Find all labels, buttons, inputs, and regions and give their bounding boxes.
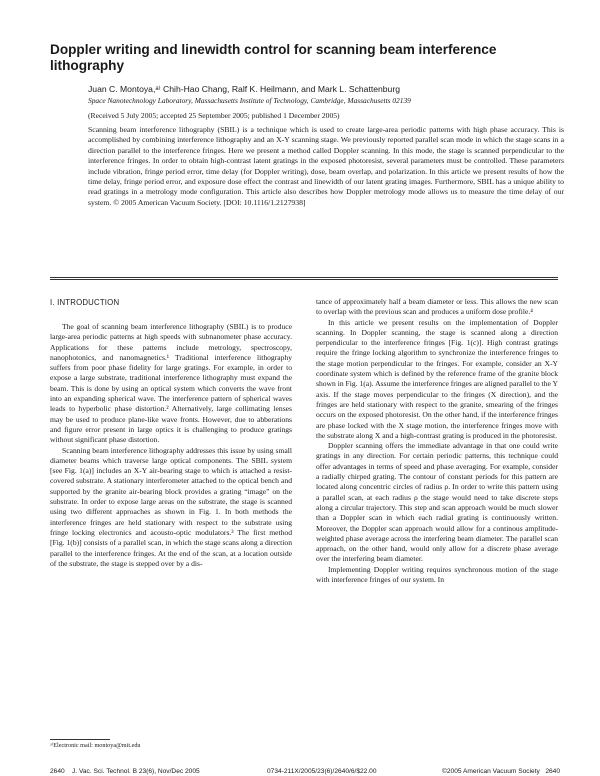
footer-page-number-left: 2640 — [50, 768, 65, 775]
received-dates: (Received 5 July 2005; accepted 25 September 2005; published 1 December 2005) — [88, 111, 340, 120]
footer-page-number-right: 2640 — [545, 768, 560, 775]
right-column — [316, 297, 558, 585]
section-heading: I. INTRODUCTION — [50, 298, 120, 307]
affiliation: Space Nanotechnology Laboratory, Massachusetts Institute of Technology, Cambridge, Massachusetts 02139 — [88, 96, 411, 105]
footnote: ᵃ⁾Electronic mail: montoya@mit.edu — [50, 742, 141, 749]
footer-journal: J. Vac. Sci. Technol. B 23(6), Nov/Dec 2005 — [72, 768, 200, 775]
footer-article-code: 0734-211X/2005/23(6)/2640/6/$22.00 — [267, 768, 377, 775]
footer-copyright: ©2005 American Vacuum Society — [442, 768, 540, 775]
abstract-divider — [50, 277, 558, 278]
left-paragraph: Scanning beam interference lithography addresses this issue by using small diameter beams which traverse large optical components. The SBIL system [see Fig. 1(a)] includes an X-Y air-bearing stage to which is attached a resist-covered substrate. A stationary interferometer attached to the optical bench and supported by the granite air-bearing block provides a grating “image” on the substrate. In order to expose large areas on the substrate, the stage is scanned using two different approaches as shown in Fig. 1. In both methods the interference fringes are held stationary with respect to the substrate using fringe locking electronics and acousto-optic modulators.³ The first method [Fig. 1(b)] consists of a parallel scan, in which the stage scans along a direction parallel to the interference fringes. At the end of the scan, at a location outside of the substrate, the stage is stepped over by a dis- — [50, 445, 292, 568]
right-paragraph: Doppler scanning offers the immediate advantage in that one could write gratings in any direction. For certain periodic patterns, this technique could offer advantages in terms of speed and phase averaging. For example, consider a radially chirped grating. The contour of constant periods for this pattern are located along concentric circles of radius ρ. In order to write this pattern using a parallel scan, at each radius ρ the stage would need to take discrete steps along a circular trajectory. This step and scan approach would be much slower than a Doppler scan in which each radial grating is continuously written. Moreover, the Doppler scan approach would allow for a continous amplitude-weighted phase average across the interfering beam diameter. The parallel scan approach, on the other hand, would only allow for a discrete phase average over the interfering beam diameter. — [316, 441, 558, 564]
abstract-divider-second — [50, 279, 558, 280]
left-column — [50, 322, 292, 569]
right-paragraph: Implementing Doppler writing requires synchronous motion of the stage with interference fringes of our system. In — [316, 564, 558, 585]
author-list: Juan C. Montoya,ᵃ⁾ Chih-Hao Chang, Ralf K. Heilmann, and Mark L. Schattenburg — [88, 84, 400, 94]
page-footer — [50, 767, 560, 776]
right-paragraph: tance of approximately half a beam diameter or less. This allows the new scan to overlap with the previous scan and produces a uniform dose profile.⁴ — [316, 297, 558, 317]
footnote-divider — [50, 739, 110, 740]
right-paragraph: In this article we present results on the implementation of Doppler scanning. In Doppler scanning, the stage is scanned along a direction perpendicular to the interference fringes [Fig. 1(c)]. High contrast gratings require the fringe locking algorithm to synchronize the interference fringes to the stage motion perpendicular to the fringes. For example, consider an X-Y coordinate system which is defined by the reference frame of the granite block shown in Fig. 1(a). Assume the interference fringes are aligned parallel to the Y axis. If the stage moves perpendicular to the fringes (X direction), and the fringes are held stationary with respect to the granite, smearing of the fringes occurs on the exposed photoresist. On the other hand, if the interference fringes are phase locked with the X stage motion, the interference fringes move with the substrate along X and a high-contrast grating is produced in the photoresist. — [316, 317, 559, 440]
article-title: Doppler writing and linewidth control for scanning beam interference lithography — [50, 42, 497, 73]
abstract: Scanning beam interference lithography (SBIL) is a technique which is used to create large-area periodic patterns with high phase accuracy. This is accomplished by combining interference lithography and an X-Y scanning stage. We previously reported parallel scan mode in which the stage scans in a direction parallel to the interference fringes. Here we present a method called Doppler scanning. In this mode, the stage is scanned perpendicular to the interference fringes. In order to obtain high-contrast latent gratings in the exposed photoresist, several parameters must be controlled. These parameters include vibration, fringe period error, time delay (for Doppler writing), dose, beam overlap, and polarization. In this article we present results of how the time delay, fringe period error, and exposure dose effect the contrast and linewidth of our latent grating images. Furthermore, SBIL has a unique ability to read gratings in a metrology mode configuration. This article also describes how Doppler metrology mode allows us to measure the time delay of our system. © 2005 American Vacuum Society. [DOI: 10.1116/1.2127938] — [88, 125, 564, 207]
left-paragraph: The goal of scanning beam interference lithography (SBIL) is to produce large-area periodic patterns at high speeds with subnanometer phase accuracy. Applications for these patterns include metrology, spectroscopy, nanophotonics, and nanomagnetics.¹ Traditional interference lithography suffers from poor phase fidelity for large gratings. For example, in order to expose a large substrate, traditional interference lithography must expand the beam. This is done by using an optical system which converts the wave front into an expanding spherical wave. The interference pattern of spherical waves leads to hyperbolic phase distortion.² Alternatively, large collimating lenses may be used to produce plane-like wave fronts. However, due to abberations and figure error present in large optics it is challenging to produce gratings without significant phase distortion. — [50, 322, 292, 445]
